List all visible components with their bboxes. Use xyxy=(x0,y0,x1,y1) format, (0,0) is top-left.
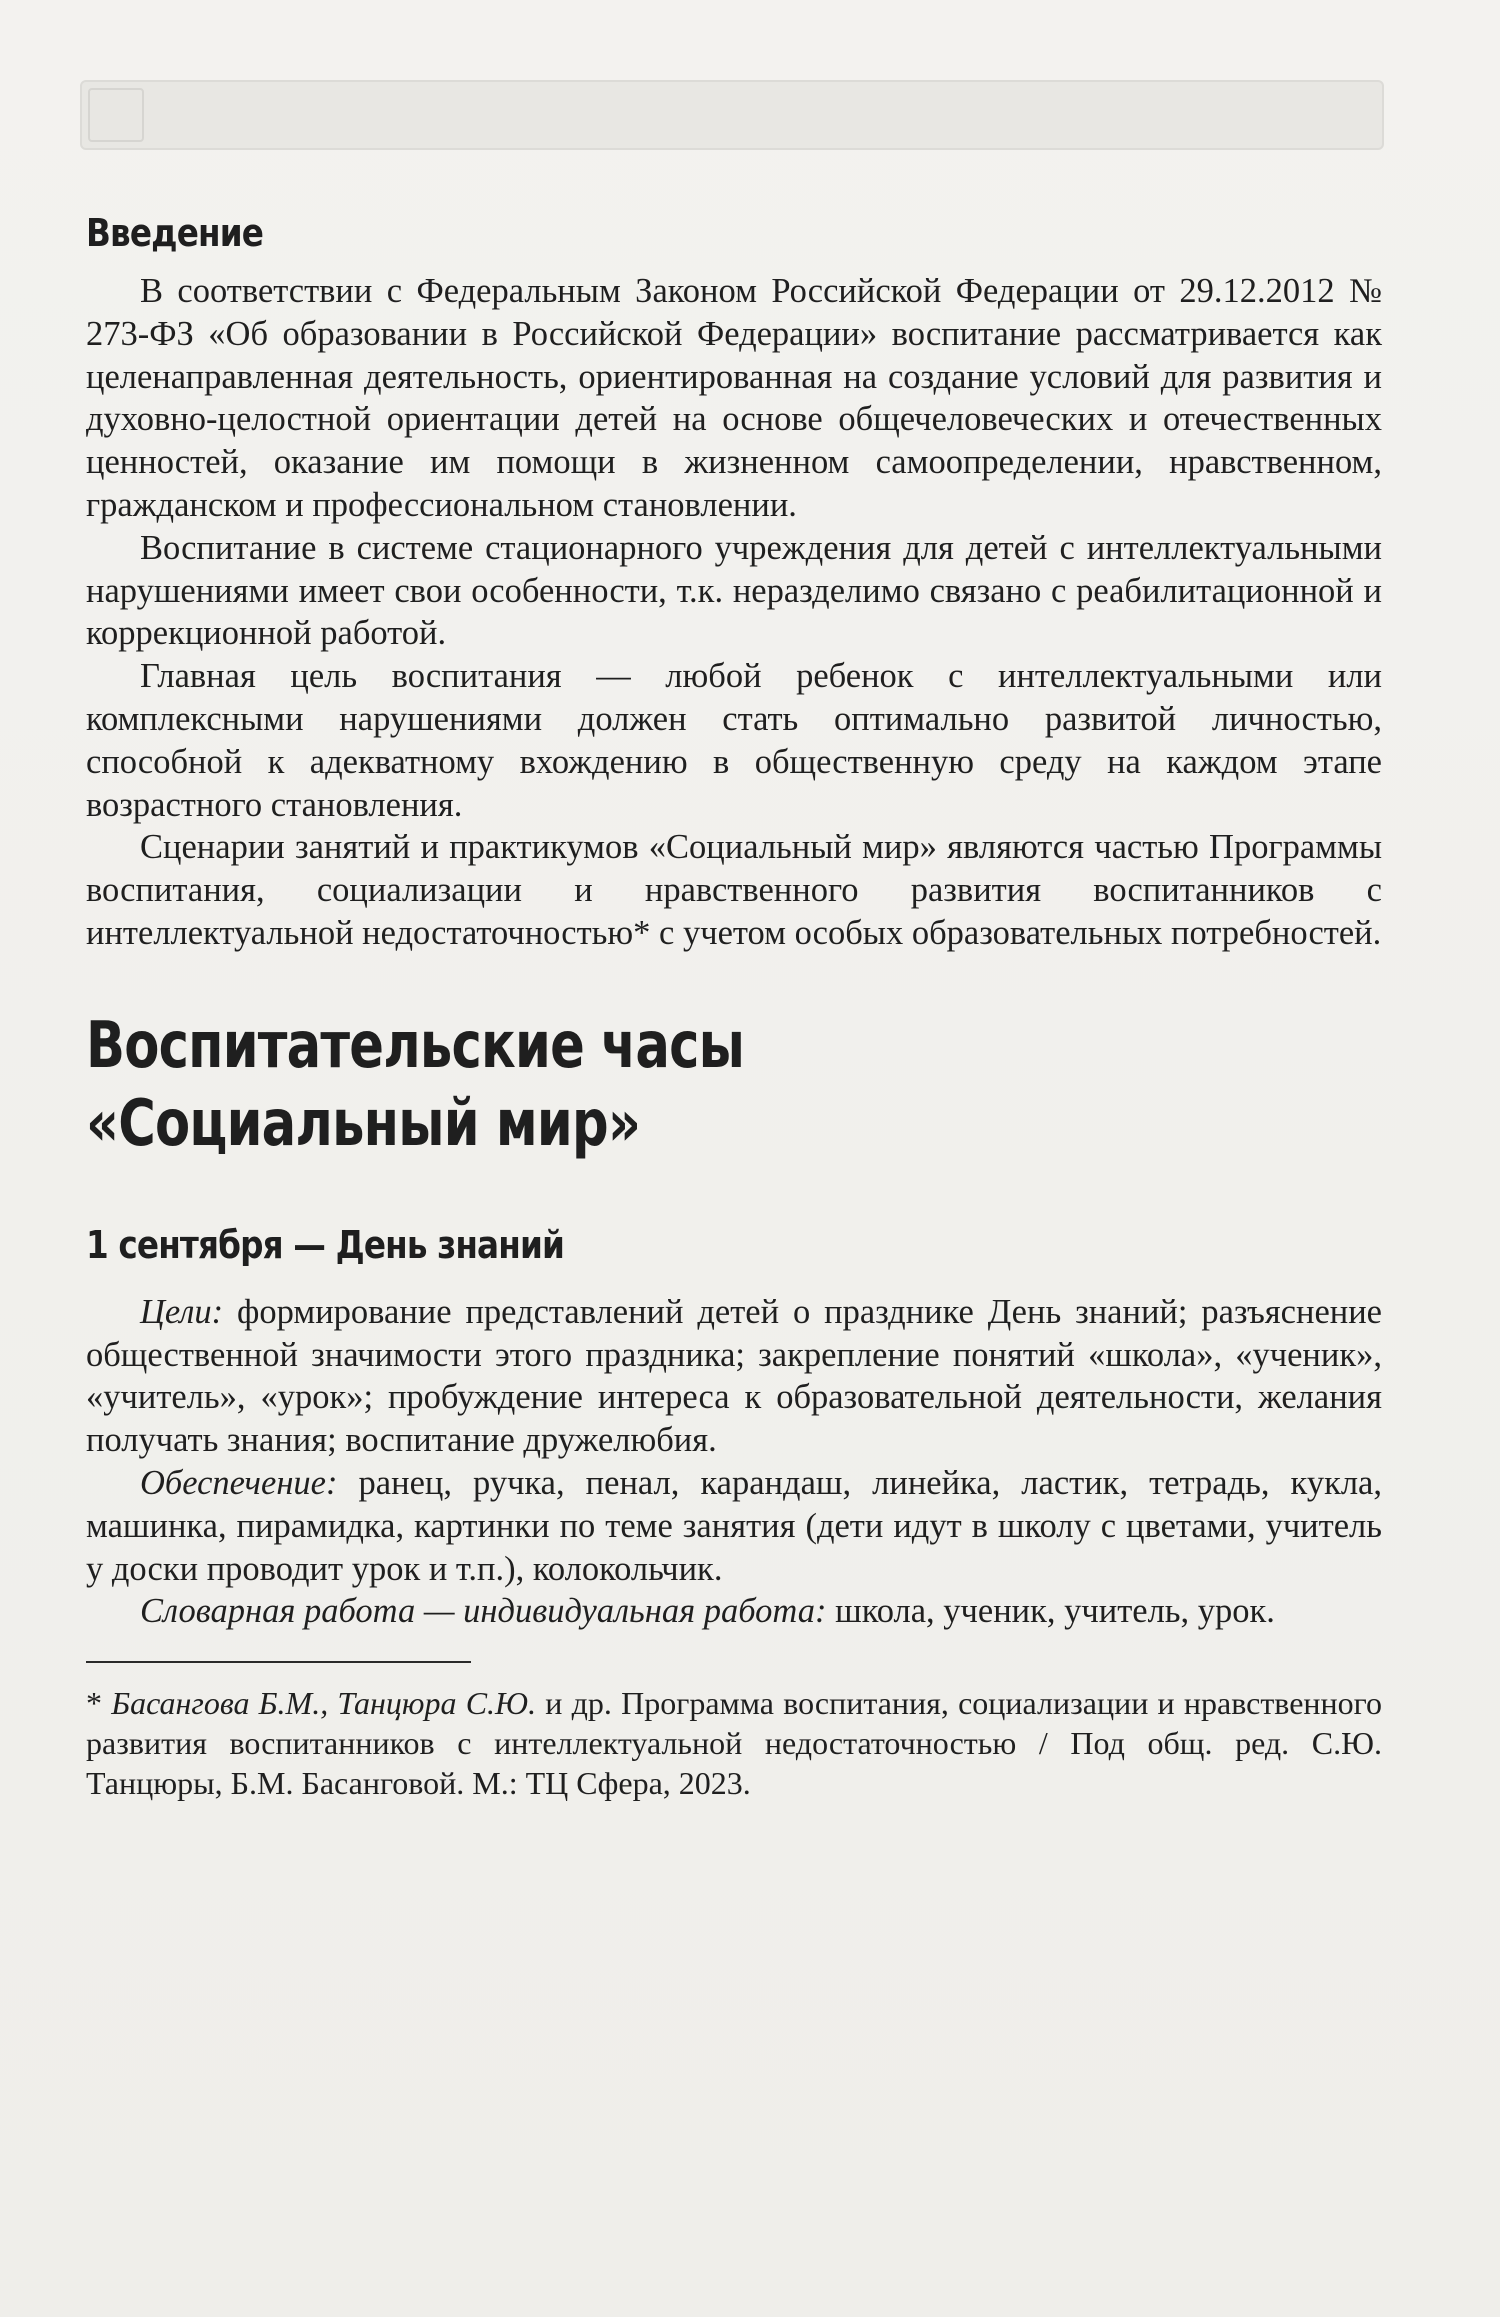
intro-paragraph-1: В соответствии с Федеральным Законом Российской Федерации от 29.12.2012 № 273-ФЗ «Об образовании в Российской Федерации» воспитание рассматривается как целенаправленная деятельность, ориентированная на создание условий для развития и духовно-целостной ориентации детей на основе общечеловеческих и отечественных ценностей, оказание им помощи в жизненном самоопределении, нравственном, гражданском и профессиональном становлении. xyxy=(86,272,1382,524)
footnote xyxy=(86,1683,1382,1803)
supplies-text: ранец, ручка, пенал, карандаш, линейка, ластик, тетрадь, кукла, машинка, пирамидка, картинки по теме занятия (дети идут в школу с цветами, учитель у доски проводит урок и т.п.), колокольчик. xyxy=(86,1463,1382,1588)
goals-label: Цели: xyxy=(140,1292,224,1331)
footnote-text: и др. Программа воспитания, социализации и нравственного развития воспитанников с интеллектуальной недостаточностью / Под общ. ред. С.Ю. Танцюры, Б.М. Басанговой. М.: ТЦ Сфера, 2023. xyxy=(86,1685,1383,1802)
header-emblem xyxy=(88,88,144,142)
footnote-divider xyxy=(86,1661,471,1663)
section-title xyxy=(86,1007,1046,1163)
footnote-authors: Басангова Б.М., Танцюра С.Ю. xyxy=(111,1685,537,1722)
section-title-line-1: Воспитательские часы xyxy=(86,1008,745,1083)
supplies-label: Обеспечение: xyxy=(140,1463,338,1502)
page-content xyxy=(86,210,1382,1803)
vocabulary-label: Словарная работа — индивидуальная работа: xyxy=(140,1592,827,1631)
intro-paragraph-2: Воспитание в системе стационарного учреждения для детей с интеллектуальными нарушениями имеет свои особенности, т.к. неразделимо связано с реабилитационной и коррекционной работой. xyxy=(86,528,1382,653)
intro-paragraph-3: Главная цель воспитания — любой ребенок с интеллектуальными или комплексными нарушениями должен стать оптимально развитой личностью, способной к адекватному вхождению в общественную среду на каждом этапе возрастного становления. xyxy=(86,657,1382,824)
lesson-goals xyxy=(86,1291,1382,1462)
running-header xyxy=(80,80,1384,150)
vocabulary-text: школа, ученик, учитель, урок. xyxy=(826,1592,1275,1631)
lesson-vocabulary xyxy=(86,1590,1382,1633)
lesson-supplies xyxy=(86,1462,1382,1590)
goals-text: формирование представлений детей о празднике День знаний; разъяснение общественной значимости этого праздника; закрепление понятий «школа», «ученик», «учитель», «урок»; пробуждение интереса к образовательной деятельности, желания получать знания; воспитание дружелюбия. xyxy=(86,1292,1382,1460)
intro-heading: Введение xyxy=(86,211,264,255)
section-title-line-2: «Социальный мир» xyxy=(86,1086,641,1161)
intro-paragraph-4: Сценарии занятий и практикумов «Социальный мир» являются частью Программы воспитания, социализации и нравственного развития воспитанников с интеллектуальной недостаточностью* с учетом особых образовательных потребностей. xyxy=(86,828,1382,952)
lesson-title: 1 сентября — День знаний xyxy=(86,1222,565,1267)
footnote-marker: * xyxy=(86,1685,112,1722)
